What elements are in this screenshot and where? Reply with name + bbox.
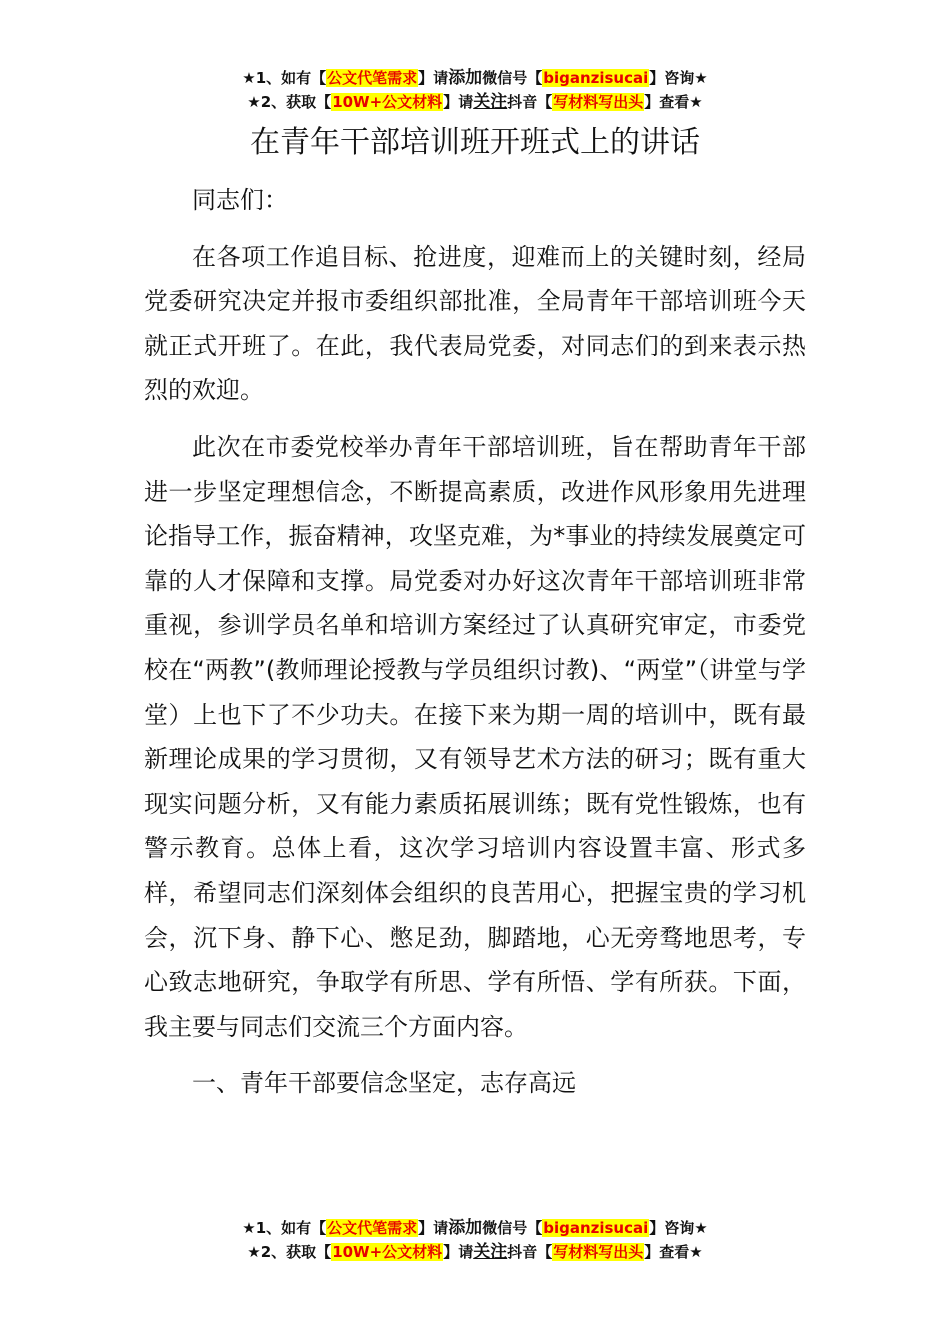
footer-line-2 — [0, 1240, 950, 1264]
footer-line-1-emphasis: 添加 — [448, 1218, 483, 1238]
banner-line-2 — [0, 90, 950, 114]
banner-line-2-mid: 】请 — [443, 93, 474, 111]
footer-banner — [0, 1216, 950, 1264]
footer-line-1-suffix: 】咨询★ — [649, 1219, 708, 1237]
footer-line-2-highlight-account: 写材料写出头 — [553, 1243, 644, 1261]
footer-line-2-suffix: 】查看★ — [644, 1243, 703, 1261]
banner-line-1-emphasis: 添加 — [448, 68, 483, 88]
footer-line-2-prefix: ★2、获取【 — [247, 1243, 332, 1261]
document-title: 在青年干部培训班开班式上的讲话 — [250, 125, 700, 160]
banner-line-2-prefix: ★2、获取【 — [247, 93, 332, 111]
header-banner — [0, 66, 950, 114]
banner-line-1 — [0, 66, 950, 90]
banner-line-2-highlight-account: 写材料写出头 — [553, 93, 644, 111]
banner-line-1-mid-2: 微信号【 — [482, 69, 543, 87]
banner-line-1-suffix: 】咨询★ — [649, 69, 708, 87]
footer-line-1-mid-2: 微信号【 — [482, 1219, 543, 1237]
footer-line-2-highlight-materials: 10W+公文材料 — [332, 1243, 443, 1261]
footer-line-2-mid: 】请 — [443, 1243, 474, 1261]
banner-line-2-highlight-materials: 10W+公文材料 — [332, 93, 443, 111]
banner-line-1-highlight-wechat-id: biganzisucai — [543, 69, 649, 87]
footer-line-1-prefix: ★1、如有【 — [242, 1219, 327, 1237]
banner-line-1-highlight-service: 公文代笔需求 — [327, 69, 418, 87]
footer-line-1-highlight-service: 公文代笔需求 — [327, 1219, 418, 1237]
section-heading: 一、青年干部要信念坚定，志存高远 — [192, 1069, 576, 1098]
document-body — [144, 178, 806, 1106]
body-paragraph-2: 此次在市委党校举办青年干部培训班，旨在帮助青年干部进一步坚定理想信念，不断提高素质，改进作风形象用先进理论指导工作，振奋精神，攻坚克难，为*事业的持续发展奠定可靠的人才保障和支撑。局党委对办好这次青年干部培训班非常重视，参训学员名单和培训方案经过了认真研究审定，市委党校在“两教”(教师理论授教与学员组织讨教)、“两堂”（讲堂与学堂）上也下了不少功夫。在接下来为期一周的培训中，既有最新理论成果的学习贯彻，又有领导艺术方法的研习；既有重大现实问题分析，又有能力素质拓展训练；既有党性锻炼，也有警示教育。总体上看，这次学习培训内容设置丰富、形式多样，希望同志们深刻体会组织的良苦用心，把握宝贵的学习机会，沉下身、静下心、憋足劲，脚踏地，心无旁骛地思考，专心致志地研究，争取学有所思、学有所悟、学有所获。下面，我主要与同志们交流三个方面内容。 — [144, 432, 806, 1041]
banner-line-2-mid-2: 抖音【 — [507, 93, 553, 111]
footer-line-1 — [0, 1216, 950, 1240]
footer-line-2-mid-2: 抖音【 — [507, 1243, 553, 1261]
banner-line-1-prefix: ★1、如有【 — [242, 69, 327, 87]
banner-line-2-emphasis: 关注 — [473, 92, 508, 112]
body-paragraph-1: 在各项工作追目标、抢进度，迎难而上的关键时刻，经局党委研究决定并报市委组织部批准，全局青年干部培训班今天就正式开班了。在此，我代表局党委，对同志们的到来表示热烈的欢迎。 — [144, 242, 806, 405]
footer-line-2-emphasis: 关注 — [473, 1242, 508, 1262]
footer-line-1-mid: 】请 — [418, 1219, 449, 1237]
footer-line-1-highlight-wechat-id: biganzisucai — [543, 1219, 649, 1237]
salutation: 同志们： — [192, 186, 288, 214]
banner-line-1-mid: 】请 — [418, 69, 449, 87]
banner-line-2-suffix: 】查看★ — [644, 93, 703, 111]
